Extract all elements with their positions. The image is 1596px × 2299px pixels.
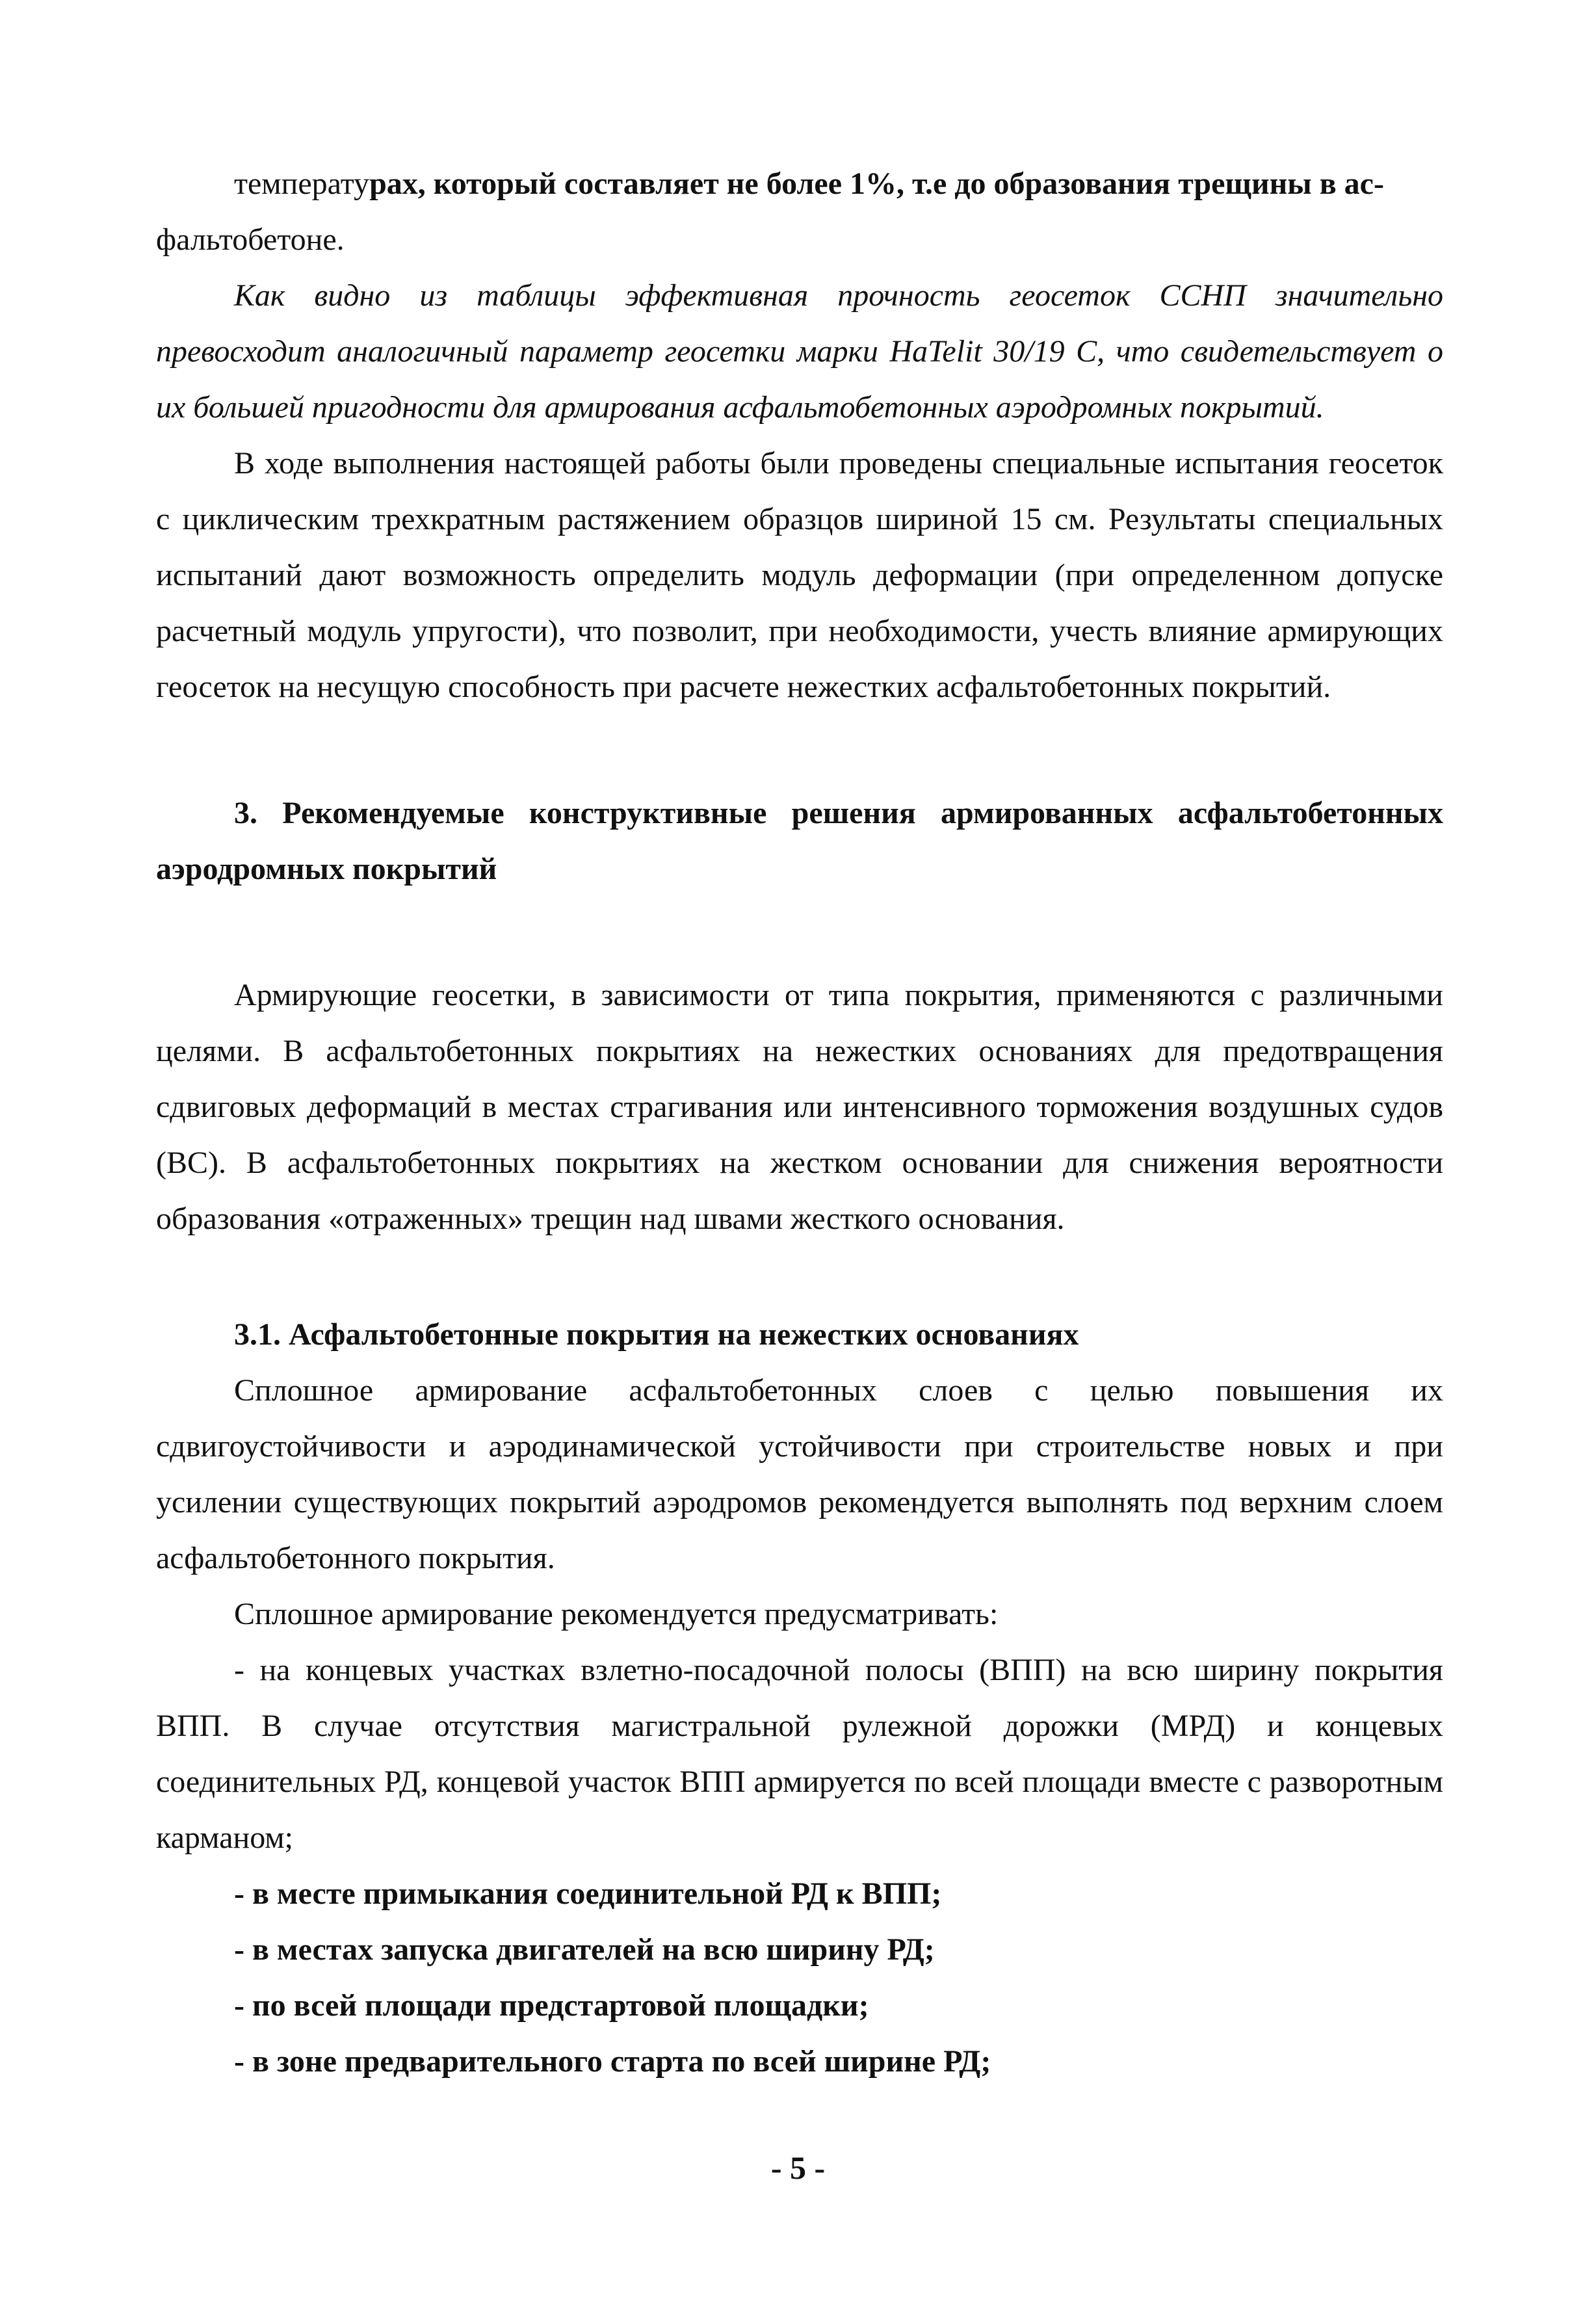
list-item: - на концевых участках взлетно-посадочной полосы (ВПП) на всю ширину покрытия ВПП. В случае отсутствия магистральной рулежной дорожки (МРД) и концевых соединительных РД, концевой участок ВПП армируется по всей площади вместе с разворотным карманом; [156, 1653, 1443, 1855]
paragraph-special-tests: В ходе выполнения настоящей работы были проведены специальные испытания геосеток с циклическим трехкратным растяжением образцов шириной 15 см. Результаты специальных испытаний дают возможность определить модуль деформации (при определенном допуске расчетный модуль упругости), что позволит, при необходимости, учесть влияние армирующих геосеток на несущую способность при расчете нежестких асфальтобетонных покрытий. [156, 446, 1443, 704]
continuation-text-bold: рах, который составляет не более 1%, т.е до образования трещины в ас- [369, 166, 1384, 201]
document-page [156, 156, 1443, 2090]
paragraph-continuation [156, 156, 1443, 212]
paragraph-list-intro: Сплошное армирование рекомендуется предусматривать: [234, 1597, 999, 1631]
list-item: - в зоне предварительного старта по всей ширине РД; [234, 2044, 991, 2079]
list-item: - в местах запуска двигателей на всю ширину РД; [234, 1932, 935, 1967]
paragraph-table-comparison: Как видно из таблицы эффективная прочность геосеток ССНП значительно превосходит аналогичный параметр геосетки марки HaTelit 30/19 С, что свидетельствует о их большей пригодности для армирования асфальтобетонных аэродромных покрытий. [156, 278, 1443, 425]
section-3-heading: 3. Рекомендуемые конструктивные решения армированных асфальтобетонных аэродромных покрытий [156, 796, 1443, 886]
continuation-text-start: температу [234, 166, 370, 201]
list-item: - в месте примыкания соединительной РД к ВПП; [234, 1876, 942, 1911]
paragraph-reinforcing-purposes: Армирующие геосетки, в зависимости от типа покрытия, применяются с различными целями. В асфальтобетонных покрытиях на нежестких основаниях для предотвращения сдвиговых деформаций в местах страгивания или интенсивного торможения воздушных судов (ВС). В асфальтобетонных покрытиях на жестком основании для снижения вероятности образования «отраженных» трещин над швами жесткого основания. [156, 978, 1443, 1236]
list-item: - по всей площади предстартовой площадки; [234, 1988, 869, 2023]
section-3-1-heading: 3.1. Асфальтобетонные покрытия на нежестких основаниях [234, 1317, 1079, 1352]
paragraph-continuous-reinforcement: Сплошное армирование асфальтобетонных слоев с целью повышения их сдвигоустойчивости и аэродинамической устойчивости при строительстве новых и при усилении существующих покрытий аэродромов рекомендуется выполнять под верхним слоем асфальтобетонного покрытия. [156, 1373, 1443, 1575]
page-number: - 5 - [770, 2149, 826, 2186]
paragraph-continuation-line2: фальтобетоне. [156, 222, 345, 257]
